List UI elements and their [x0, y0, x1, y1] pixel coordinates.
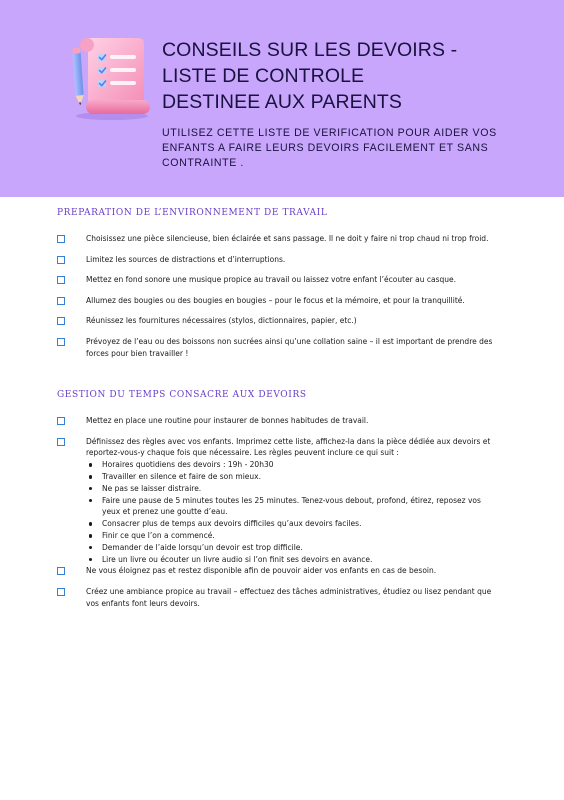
- checklist-item-text: Allumez des bougies ou des bougies en bougies – pour le focus et la mémoire, et pour la tranquillité.: [86, 295, 465, 305]
- bullet-item: [86, 554, 516, 566]
- checklist-item: [56, 336, 516, 360]
- bullet-item-text: Consacrer plus de temps aux devoirs difficiles qu’aux devoirs faciles.: [102, 519, 362, 529]
- checkbox[interactable]: [57, 276, 65, 284]
- bullet-item: [86, 483, 516, 495]
- checkbox[interactable]: [57, 235, 65, 243]
- checklist-item: [56, 295, 516, 307]
- bullet-item-text: Finir ce que l’on a commencé.: [102, 530, 215, 540]
- checklist-item: [56, 315, 516, 327]
- checklist-item: [56, 274, 516, 286]
- page-title: [162, 37, 552, 115]
- bullet-item: [86, 471, 516, 483]
- page-title-line: CONSEILS SUR LES DEVOIRS -: [162, 39, 458, 61]
- checklist-item-text: Mettez en fond sonore une musique propice au travail ou laissez votre enfant l’écouter au casque.: [86, 275, 457, 285]
- section-title-time-management: GESTION DU TEMPS CONSACRE AUX DEVOIRS: [57, 390, 307, 400]
- checklist-item-text: Créez une ambiance propice au travail – effectuez des tâches administratives, étudiez ou lisez pendant que: [86, 586, 492, 596]
- checklist-item-text: Choisissez une pièce silencieuse, bien éclairée et sans passage. Il ne doit y faire ni trop chaud ni trop froid.: [86, 234, 489, 243]
- checkbox[interactable]: [57, 317, 65, 325]
- checklist-item-text: Limitez les sources de distractions et d’interruptions.: [86, 254, 286, 264]
- bullet-item-text: Travailler en silence et faire de son mieux.: [102, 471, 261, 481]
- checklist-item: [56, 233, 516, 245]
- checklist-with-pencil-icon: [58, 36, 154, 122]
- checklist-item-text: Ne vous éloignez pas et restez disponible afin de pouvoir aider vos enfants en cas de besoin.: [86, 566, 437, 576]
- bullet-item: [86, 530, 516, 542]
- bullet-item-text: Horaires quotidiens des devoirs : 19h - 20h30: [102, 460, 274, 470]
- checklist-item-text: Prévoyez de l’eau ou des boissons non sucrées ainsi qu’une collation saine – il est important de prendre des: [86, 336, 493, 346]
- checkbox[interactable]: [57, 338, 65, 346]
- checklist-item: [56, 254, 516, 266]
- page-title-line: DESTINEE AUX PARENTS: [162, 91, 403, 113]
- checklist-item: [56, 565, 516, 577]
- bullet-item-text: Faire une pause de 5 minutes toutes les 25 minutes. Tenez-vous debout, profond, étirez, reposez vos: [102, 495, 481, 505]
- checkbox[interactable]: [57, 438, 65, 446]
- checklist-preparation: [56, 233, 516, 360]
- checklist-item: [56, 586, 516, 610]
- checklist-item-text: Définissez des règles avec vos enfants. Imprimez cette liste, affichez-la dans la pièce dédiée aux devoirs et: [86, 436, 491, 446]
- bullet-item: [86, 518, 516, 530]
- rules-bullet-list: [86, 459, 516, 565]
- checkbox[interactable]: [57, 256, 65, 264]
- page-subtitle-line: UTILISEZ CETTE LISTE DE VERIFICATION POUR AIDER VOS: [162, 127, 497, 139]
- checkbox[interactable]: [57, 417, 65, 425]
- bullet-item: [86, 495, 516, 519]
- checklist-time-management: [56, 415, 516, 610]
- checkbox[interactable]: [57, 567, 65, 575]
- checklist-item-text: forces pour bien travailler !: [86, 348, 189, 358]
- checklist-item: [56, 436, 516, 566]
- page-subtitle-line: ENFANTS A FAIRE LEURS DEVOIRS FACILEMENT ET SANS: [162, 142, 489, 154]
- bullet-item: [86, 459, 516, 471]
- header-banner: [0, 0, 564, 197]
- checklist-item-text: Réunissez les fournitures nécessaires (stylos, dictionnaires, papier, etc.): [86, 316, 357, 326]
- bullet-item: [86, 542, 516, 554]
- page-subtitle: [162, 126, 542, 171]
- checklist-item-text: Mettez en place une routine pour instaurer de bonnes habitudes de travail.: [86, 416, 369, 425]
- page-subtitle-line: CONTRAINTE .: [162, 157, 244, 169]
- bullet-item-text: Lire un livre ou écouter un livre audio si l’on finit ses devoirs en avance.: [102, 554, 373, 564]
- checkbox[interactable]: [57, 588, 65, 596]
- bullet-item-text: Ne pas se laisser distraire.: [102, 483, 202, 493]
- checklist-item: [56, 415, 516, 427]
- checklist-item-text: vos enfants font leurs devoirs.: [86, 598, 200, 608]
- bullet-item-text: yeux et prenez une goutte d’eau.: [102, 507, 228, 517]
- checklist-item-text: reportez-vous-y chaque fois que nécessaire. Les règles peuvent inclure ce qui suit :: [86, 448, 399, 458]
- checkbox[interactable]: [57, 297, 65, 305]
- page-title-line: LISTE DE CONTROLE: [162, 65, 365, 87]
- section-title-preparation: PREPARATION DE L’ENVIRONNEMENT DE TRAVAIL: [57, 208, 328, 218]
- bullet-item-text: Demander de l’aide lorsqu’un devoir est trop difficile.: [102, 542, 303, 552]
